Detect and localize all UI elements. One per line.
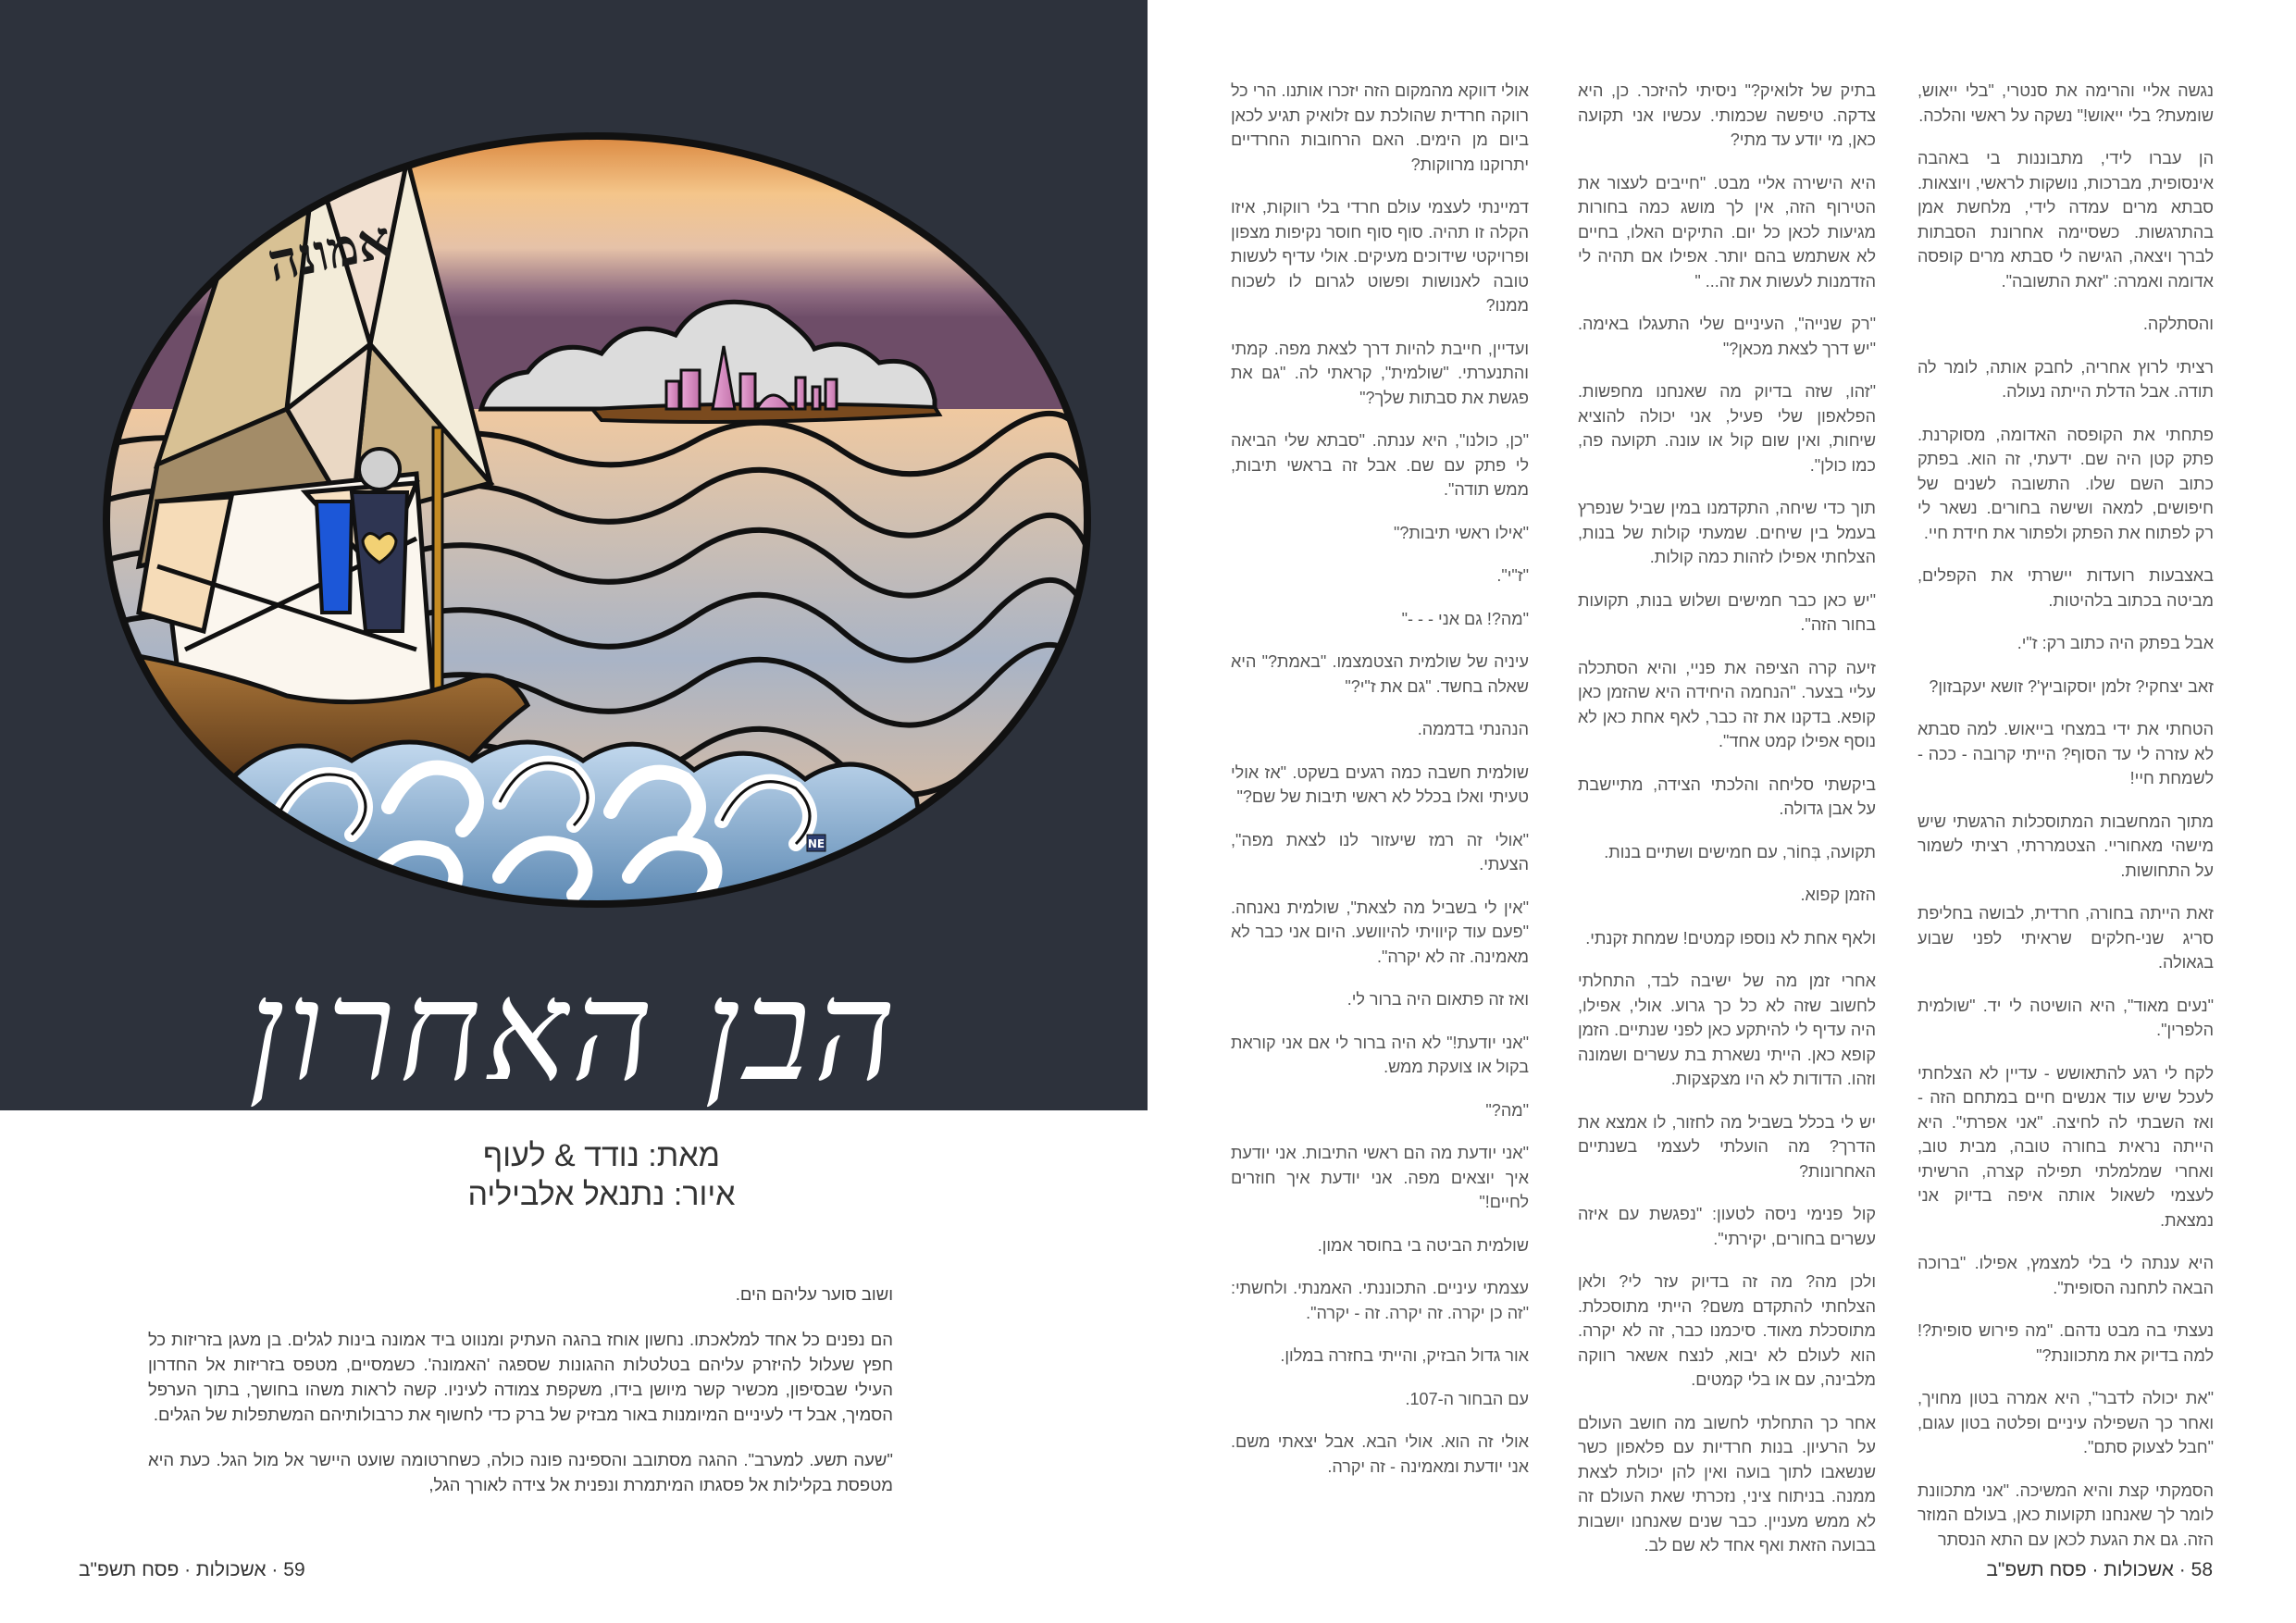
paragraph: ולכן מה? מה זה בדיוק עזר לי? ולאן הצלחתי להתקדם משם? הייתי מתוסכלת. מתוסכלת מאוד. סיכמנו כבר, זה לא יקרה. הוא לעולם לא יבוא, לנצח אשאר רווקה מלבינה, עם או בלי קמטים. <box>1578 1272 1876 1389</box>
paragraph: הם נפנים כל אחד למלאכתו. נחשון אוחז בהגה העתיק ומנווט ביד אמונה בינות לגלים. בן מעגן בזריזות כל חפץ שעלול להיזרק עליהם בטלטלות ההגונות שספגה 'האמונה'. כשמסיים, מטפס בזריזות אל החדרון העילי שבסיפון, מכשיר קשר מיושן בידו, משקפת צמודה לעיניו. קשה לראות משהו בחושך, בתוך הערפל הסמיך, אבל די לעיניים המיומנות באור מבזיק של ברק כדי לחשוף את כרבולותיהם המשתפלות של הגלים. <box>148 1330 893 1424</box>
paragraph: זאב יצחקי? זלמן יוסקוביץ'? זושא יעקבזון? <box>1929 676 2214 696</box>
paragraph: "אני יודעת!" לא היה ברור לי אם אני קוראת בקול או צועקת ממש. <box>1231 1033 1529 1076</box>
credits <box>370 1136 833 1214</box>
paragraph: הסמקתי קצת והיא המשיכה. "אני מתכוונת לומר לך שאנחנו תקועות כאן, בעולם המוזר הזה. גם את הגעת לכאן עם התא הנסתר <box>1917 1481 2214 1549</box>
paragraph: תוך כדי שיחה, התקדמנו במין שביל שנפרץ בעמל בין שיחים. שמעתי קולות של בנות, הצלחתי אפילו לזהות כמה קולות. <box>1578 499 1876 566</box>
paragraph: "מה?" <box>1485 1100 1529 1120</box>
paragraph: הטחתי את ידי במצחי בייאוש. למה סבתא לא עזרה לי עד הסוף? הייתי קרובה - ככה - לשמחת חיי! <box>1917 720 2214 787</box>
paragraph: הן עברו לידי, מתבוננות בי באהבה אינסופית, מברכות, נושקות לראשי, ויוצאות. סבתא מרים עמדה לידי, מלחשת אמן בהתרגשות. כשסיימה אחרונת הסבתות לברך ויצאה, הגישה לי סבתא מרים קופסה אדומה ואמרה: "זאת התשובה". <box>1917 149 2214 291</box>
paragraph: באצבעות רועדות יישרתי את הקפלים, מביטה בכתוב בלהיטות. <box>1917 566 2214 610</box>
paragraph: "מה?! גם אני - - -" <box>1401 609 1529 628</box>
paragraph: נגשה אליי והרימה את סנטרי, "בלי ייאוש, שומעת? בלי ייאוש!" נשקה על ראשי והלכה. <box>1917 81 2214 125</box>
author-credit: מאת: נודד & לעוף <box>483 1138 720 1173</box>
paragraph: בתיק של זלואיק?" ניסיתי להיזכר. כן, היא צדקה. טיפשה שכמותי. עכשיו אני תקועה כאן, מי יודע עד מתי? <box>1578 81 1876 149</box>
paragraph: אבל בפתק היה כתוב רק: ז"י. <box>2017 634 2214 652</box>
text-column-1 <box>1917 79 2214 1570</box>
paragraph: הזמן קפוא. <box>1800 886 1876 904</box>
artist-signature: NE <box>807 837 825 850</box>
paragraph: ואז זה פתאום היה ברור לי. <box>1347 990 1529 1009</box>
paragraph: אחר כך התחלתי לחשוב מה חושב העולם על הרעיון. בנות חרדיות עם פלאפון כשר שנשאבו לתוך בועה ואין להן יכולת לצאת ממנה. בניתוח ציני, נזכרתי שאת העולם זה לא ממש מעניין. כבר שנים שאנחנו יושבות בבועה הזאת ואף אחד לא שם לב. <box>1578 1413 1876 1555</box>
paragraph: מתוך המחשבות המתוסכלות הרגשתי שיש מישהי מאחוריי. הצטמררתי, רציתי לשמור על התחושות. <box>1917 812 2214 880</box>
hero-panel <box>0 0 1148 1110</box>
paragraph: רציתי לרוץ אחריה, לחבק אותה, לומר לה תודה. אבל הדלת הייתה נעולה. <box>1917 357 2214 401</box>
paragraph: "אני יודעת מה הם ראשי התיבות. אני יודעת איך יוצאים מפה. אני יודעת איך חוזרים לחיים!" <box>1231 1144 1529 1211</box>
paragraph: "שעה תשע. למערב". ההגה מסתובב והספינה פונה כולה, כשחרטומה שועט היישר אל מול הגל. כעת היא מטפסת בקלילות אל פסגתו המיתמרת ונפנית אל צידה לאורך הגל, <box>148 1450 893 1494</box>
paragraph: עם הבחור ה-107. <box>1405 1389 1529 1408</box>
paragraph: זאת הייתה בחורה, חרדית, לבושה בחליפת סריג שני-חלקים שראיתי לפני שבוע בגאולה. <box>1917 904 2214 972</box>
text-column-3 <box>1231 79 1529 1497</box>
paragraph: פתחתי את הקופסה האדומה, מסוקרנת. פתק קטן היה שם. ידעתי, זה הוא. בפתק כתוב השם שלו. התשובה לשנים של חיפושים, למאה ושישה בחורים. נשאר לי רק לפתוח את הפתק ולפתור את חידת חיי. <box>1917 425 2214 542</box>
paragraph: לקח לי רגע להתאושש - עדיין לא הצלחתי לעכל שיש עוד אנשים חיים במתחם הזה - ואז השבתי לה לחיצה. "אני אפרתי". היא הייתה נראית בחורה טובה, מבית טוב, ואחרי שמלמלתי תפילה קצרה, הרשיתי לעצמי לשאול אותה איפה בדיוק אני נמצאת. <box>1917 1063 2214 1230</box>
paragraph: "כן, כולנו", היא ענתה. "סבתא שלי הביאה לי פתק עם שם. אבל זה בראשי תיבות, ממש תודה". <box>1231 431 1529 499</box>
paragraph: "אין לי בשביל מה לצאת", שולמית נאנחה. "פעם עוד קיוויתי להיוושע. היום אני כבר לא מאמינה. זה לא יקרה". <box>1231 898 1529 966</box>
paragraph: היא הישירה אליי מבט. "חייבים לעצור את הטירוף הזה, אין לך מושג כמה בחורות מגיעות לכאן כל יום. התיקים האלו, בחיים לא אשתמש בהם יותר. אפילו אם תהיה לי הזדמנות לעשות את זה... " <box>1578 173 1876 291</box>
paragraph: הנהנתי בדממה. <box>1417 720 1529 738</box>
paragraph: זיעה קרה הציפה את פניי, והיא הסתכלה עליי בצער. "הנחמה היחידה היא שהזמן כאן קופא. בדקנו את זה כבר, לאף אחת כאן לא נוסף אפילו קמט אחד". <box>1578 658 1876 750</box>
paragraph: נעצתי בה מבט נדהם. "מה פירוש סופית?! למה בדיוק את מתכוונת?" <box>1917 1321 2214 1365</box>
paragraph: עצמתי עיניים. התכוננתי. האמנתי. ולחשתי: "זה כן יקרה. זה יקרה. זה - יקרה". <box>1231 1279 1529 1322</box>
paragraph: שולמית חשבה כמה רגעים בשקט. "אז אולי טעיתי ואלו בכלל לא ראשי תיבות של שם?" <box>1231 762 1529 806</box>
paragraph: ביקשתי סליחה והלכתי הצידה, מתיישבת על אבן גדולה. <box>1578 774 1876 818</box>
paragraph: אור גדול הבזיק, והייתי בחזרה במלון. <box>1280 1346 1529 1365</box>
paragraph: "את יכולה לדבר", היא אמרה בטון מחויך, ואחר כך השפילה עיניים ופלטה בטון עגום, "חבל לצעוק סתם". <box>1917 1389 2214 1456</box>
paragraph: שולמית הביטה בי בחוסר אמון. <box>1317 1235 1529 1255</box>
artist-signature-badge <box>807 835 825 851</box>
paragraph: "יש כאן כבר חמישים ושלוש בנות, תקועות בחור הזה". <box>1578 590 1876 634</box>
paragraph: תקועה, בְּחוֹר, עם חמישים ושתיים בנות. <box>1604 842 1876 861</box>
page-footer-left: 59 · אשכולות · פסח תשפ"ב <box>79 1559 305 1580</box>
paragraph: ולאף אחת לא נוספו קמטים! שמחת זקנתי. <box>1585 928 1876 948</box>
illustrator-credit: איור: נתנאל אלביליה <box>467 1177 736 1212</box>
paragraph: אולי זה הוא. אולי הבא. אבל יצאתי משם. אני יודעת ומאמינה - זה יקרה. <box>1231 1432 1529 1476</box>
paragraph: ושוב סוער עליהם הים. <box>735 1284 893 1304</box>
paragraph: עיניה של שולמית הצטמצמו. "באמת?" היא שאלה בחשד. "גם את ז"י?" <box>1231 652 1529 696</box>
paragraph: "רק שנייה", העיניים שלי התעגלו באימה. "יש דרך לצאת מכאן?" <box>1578 315 1876 358</box>
paragraph: "זהו, שזה בדיוק מה שאנחנו מחפשות. הפלאפון שלי פעיל, אני יכולה להוציא שיחות, ואין שום קול או עונה. תקועה פה, כמו כולן". <box>1578 382 1876 475</box>
page-footer-right: 58 · אשכולות · פסח תשפ"ב <box>1986 1559 2213 1580</box>
paragraph: ועדיין, חייבת להיות דרך לצאת מפה. קמתי והתנערתי. "שולמית", קראתי לה. "גם את פגשת את סבתות שלך?" <box>1231 339 1529 407</box>
paragraph: והסתלקה. <box>2142 315 2214 333</box>
paragraph: קול פנימי ניסה לטעון: "נפגשת עם איזה עשרים בחורים, יקירתי". <box>1578 1205 1876 1248</box>
paragraph: "ז"י". <box>1496 566 1529 585</box>
paragraph: "אולי זה רמז שיעזור לנו לצאת מפה", הצעתי. <box>1231 830 1529 873</box>
text-column-2 <box>1578 79 1876 1577</box>
intro-text <box>148 1282 893 1518</box>
paragraph: אולי דווקא מהמקום הזה יזכרו אותנו. הרי כל רווקה חרדית שהולכת עם זלואיק תגיע לכאן ביום מן הימים. האם הרחובות החרדיים יתרוקנו מרווקות? <box>1231 81 1529 174</box>
paragraph: יש לי בכלל בשביל מה לחזור, לו אמצא את הדרך? מה הועלתי לעצמי בשנתיים האחרונות? <box>1578 1112 1876 1181</box>
paragraph: דמיינתי לעצמי עולם חרדי בלי רווקות, איזו הקלה זו תהיה. סוף סוף חוסר נקיפות מצפון ופרויקטי שידוכים מעיקים. אולי עדיף לעשות טובה לאנושות ופשוט לגרום לו לשכוח ממנו? <box>1231 198 1529 315</box>
paragraph: "אילו ראשי תיבות?" <box>1394 523 1529 542</box>
stained-glass-illustration <box>102 131 1092 909</box>
paragraph: היא ענתה לי בלי למצמץ, אפילו. "ברוכה הבאה לתחנה הסופית". <box>1917 1254 2214 1297</box>
sail-text: אמונה <box>262 208 397 294</box>
article-title: הבן האחרון <box>248 951 900 1112</box>
paragraph: "נעים מאוד", היא הושיטה לי יד. "שולמית הלפרין". <box>1917 996 2214 1039</box>
paragraph: אחרי זמן מה של ישיבה לבד, התחלתי לחשוב שזה לא כל כך גרוע. אולי, אפילו, היה עדיף לי להיתקע כאן לפני שנתיים. הזמן קופא כאן. הייתי נשארת בת עשרים ושמונה וזהו. הדודות לא היו מצקצקות. <box>1578 972 1876 1088</box>
